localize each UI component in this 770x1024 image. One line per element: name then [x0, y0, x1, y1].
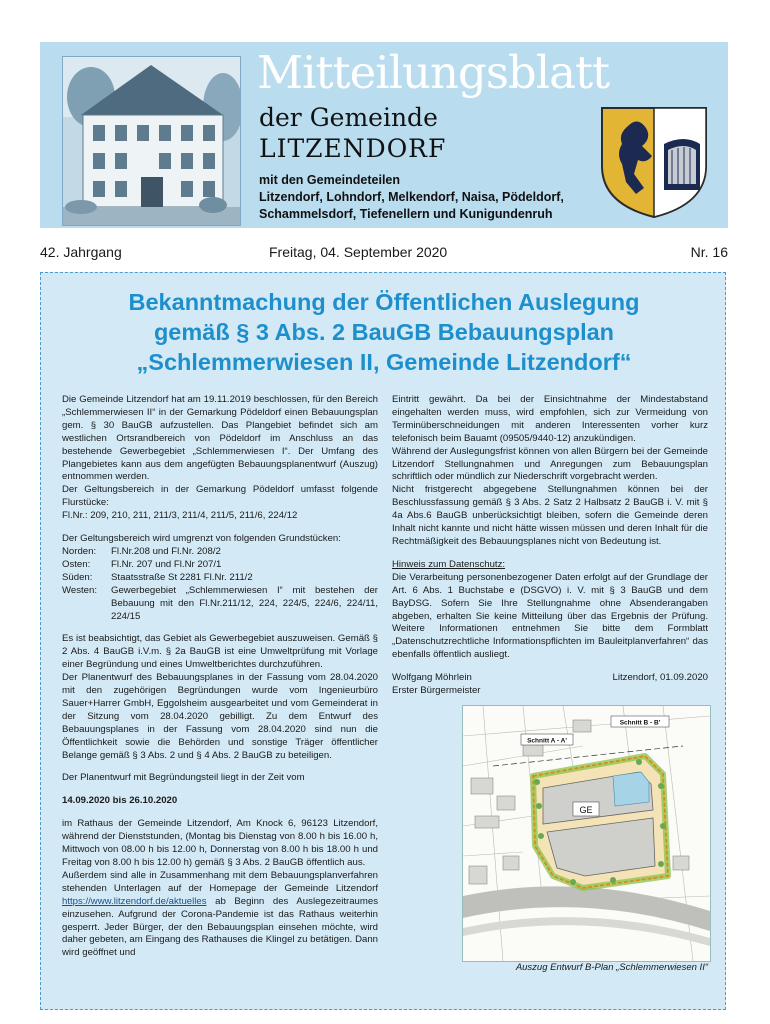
paragraph: Eintritt gewährt. Da bei der Einsichtnahme der Mindestabstand eingehalten werden muss, wird empfohlen, sich zur Vermeidung von Terminüberschneidungen mit anderen Interessenten vorher kurz telefonisch beim Bauamt (09505/9440-12) anzukündigen. [392, 394, 708, 444]
villages-line: Schammelsdorf, Tiefenellern und Kunigundenruh [259, 207, 553, 221]
issue-info-bar [40, 240, 728, 264]
paragraph: Der Planentwurf mit Begründungsteil liegt in der Zeit vom [62, 772, 305, 784]
map-zone-label: GE [579, 805, 593, 815]
boundary-direction: Osten: [62, 558, 91, 570]
paragraph: Es ist beabsichtigt, das Gebiet als Gewerbegebiet auszuweisen. Gemäß § 2 Abs. 4 BauGB i.V.m. § 2a BauGB ist eine Umweltprüfung mit Vorlage einer Begründung und eines Umweltberichtes durchzuführen. [62, 633, 378, 671]
villages-line: Litzendorf, Lohndorf, Melkendorf, Naisa, Pödeldorf, [259, 190, 564, 204]
headline-line: Bekanntmachung der Öffentlichen Auslegung [128, 289, 640, 315]
villages-line: mit den Gemeindeteilen [259, 173, 401, 187]
paragraph-text: ab Beginn des Auslegezeitraumes einzusehen. Aufgrund der Corona-Pandemie ist das Rathaus weiterhin gesperrt. Jeder Bürger, der den Bebauungsplan einsehen möchte, wird daher gebeten, am Eingang des Rathauses die Klingel zu betätigen. Dann wird geöffnet und [62, 895, 378, 959]
parcel-list: Fl.Nr.: 209, 210, 211, 211/3, 211/4, 211/5, 211/6, 224/12 [62, 510, 298, 522]
homepage-link[interactable]: https://www.litzendorf.de/aktuelles [62, 895, 207, 907]
paragraph: Nicht fristgerecht abgegebene Stellungnahmen können bei der Beschlussfassung gemäß § 3 Abs. 2 Satz 2 Halbsatz 2 BauGB i. V. mit § 4a Abs.6 BauGB unberücksichtigt bleiben, sofern die Gemeinde deren Inhalt nicht kannte und nicht hätte wissen müssen und deren Inhalt für die Rechtmäßigkeit des Bebauungsplanes nicht von Bedeutung ist. [392, 484, 708, 547]
issue-date: Freitag, 04. September 2020 [269, 244, 448, 260]
signature-row [392, 672, 708, 685]
display-period: 14.09.2020 bis 26.10.2020 [62, 795, 178, 807]
boundary-direction: Norden: [62, 545, 97, 557]
paragraph: im Rathaus der Gemeinde Litzendorf, Am Knock 6, 96123 Litzendorf, während der Dienststunden, (Montag bis Dienstag von 8.00 h bis 16.00 h, Mittwoch von 08.00 h bis 12.00 h, Donnerstag von 8.00 h bis 18.00 h und Freitag von 8.00 h bis 12.00 h) gemäß § 3 Abs. 2 BauGB öffentlich aus. [62, 818, 378, 868]
boundary-row [62, 585, 378, 624]
article-right-column [392, 394, 708, 698]
paragraph: Die Verarbeitung personenbezogener Daten erfolgt auf der Grundlage der Art. 6 Abs. 1 Buchstabe e (DSGVO) i. V. mit § 3 BauGB und dem BayDSG. Sofern Sie Ihre Stellungnahme ohne Absenderangaben abgeben, erhalten Sie keine Mitteilung über das Ergebnis der Prüfung. Weitere Informationen entnehmen Sie bitte dem Formblatt „Datenschutzrechtliche Informationspflichten im Bauleitplanverfahren“ das ebenfalls öffentlich ausliegt. [392, 571, 708, 661]
coat-of-arms-icon [598, 104, 710, 220]
town-hall-photo [62, 56, 241, 226]
boundary-parcels: Fl.Nr.208 und Fl.Nr. 208/2 [111, 545, 221, 557]
paragraph: Die Gemeinde Litzendorf hat am 19.11.2019 beschlossen, für den Bereich „Schlemmerwiesen II“ in der Gemarkung Pödeldorf einen Bebauungsplan gem. § 30 BauGB aufzustellen. Das Plangebiet befindet sich am westlichen Ortsrandbereich von Pödeldorf im Anschluss an das bestehende Gewerbegebiet „Schlemmerwiesen I“. Der Umfang des Plangebietes kann aus dem angefügten Bebauungsplanentwurf (Auszug) entnommen werden. [62, 394, 378, 483]
boundary-parcels: Fl.Nr. 207 und Fl.Nr 207/1 [111, 558, 222, 570]
boundary-parcels: Gewerbegebiet „Schlemmerwiesen I“ mit bestehen der Bebauung mit den Fl.Nr.211/12, 224, 224/5, 224/6, 224/11, 224/15 [111, 584, 378, 622]
volume-label: 42. Jahrgang [40, 244, 122, 260]
place-date: Litzendorf, 01.09.2020 [612, 672, 708, 684]
development-plan-map [462, 705, 711, 962]
boundary-direction: Westen: [62, 584, 98, 596]
masthead-villages [259, 172, 564, 223]
article-left-column [62, 394, 378, 960]
article-headline [40, 287, 728, 377]
headline-line: gemäß § 3 Abs. 2 BauGB Bebauungsplan [153, 319, 615, 345]
paragraph-text: Außerdem sind alle in Zusammenhang mit dem Bebauungsplanverfahren stehenden Unterlagen auf der Homepage der Gemeinde Litzendorf [62, 869, 378, 894]
paragraph: Während der Auslegungsfrist können von allen Bürgern bei der Gemeinde Litzendorf Stellungnahmen und Anregungen zum Bebauungsplan schriftlich oder mündlich zur Niederschrift vorgebracht werden. [392, 445, 708, 483]
paragraph: Der Planentwurf des Bebauungsplanes in der Fassung vom 28.04.2020 mit den zugehörigen Begründungen wurde vom Ingenieurbüro Sauer+Harrer GmbH, Eggolsheim ausgearbeitet und vom Gemeinderat in der Sitzung vom 28.04.2020 gebilligt. Zu dem Entwurf des Bebauungsplanes in der Fassung vom 28.04.2020 sind nun die Öffentlichkeit sowie die Behörden und sonstige Träger öffentlicher Belange gemäß § 3 Abs. 2 und § 4 Abs. 2 BauGB zu beteiligen. [62, 672, 378, 761]
masthead-title: Mitteilungsblatt [257, 46, 610, 99]
paragraph [62, 870, 378, 960]
boundary-row [62, 546, 378, 559]
map-section-a-label: Schnitt A - A' [527, 737, 567, 745]
signer-title: Erster Bürgermeister [392, 685, 481, 697]
boundary-direction: Süden: [62, 571, 93, 583]
boundary-row [62, 572, 378, 585]
headline-line: „Schlemmerwiesen II, Gemeinde Litzendorf“ [136, 349, 632, 375]
boundary-row [62, 559, 378, 572]
masthead-municipality: LITZENDORF [259, 134, 447, 163]
issue-number: Nr. 16 [690, 244, 728, 260]
map-caption: Auszug Entwurf B-Plan „Schlemmerwiesen II“ [515, 962, 708, 973]
privacy-heading: Hinweis zum Datenschutz: [392, 558, 506, 570]
paragraph: Der Geltungsbereich wird umgrenzt von folgenden Grundstücken: [62, 533, 341, 545]
map-section-b-label: Schnitt B - B' [619, 719, 661, 727]
paragraph: Der Geltungsbereich in der Gemarkung Pödeldorf umfasst folgende Flurstücke: [62, 484, 378, 509]
signer-name: Wolfgang Möhrlein [392, 672, 472, 684]
masthead-subtitle: der Gemeinde [259, 103, 438, 132]
boundary-parcels: Staatsstraße St 2281 Fl.Nr. 211/2 [111, 571, 253, 583]
